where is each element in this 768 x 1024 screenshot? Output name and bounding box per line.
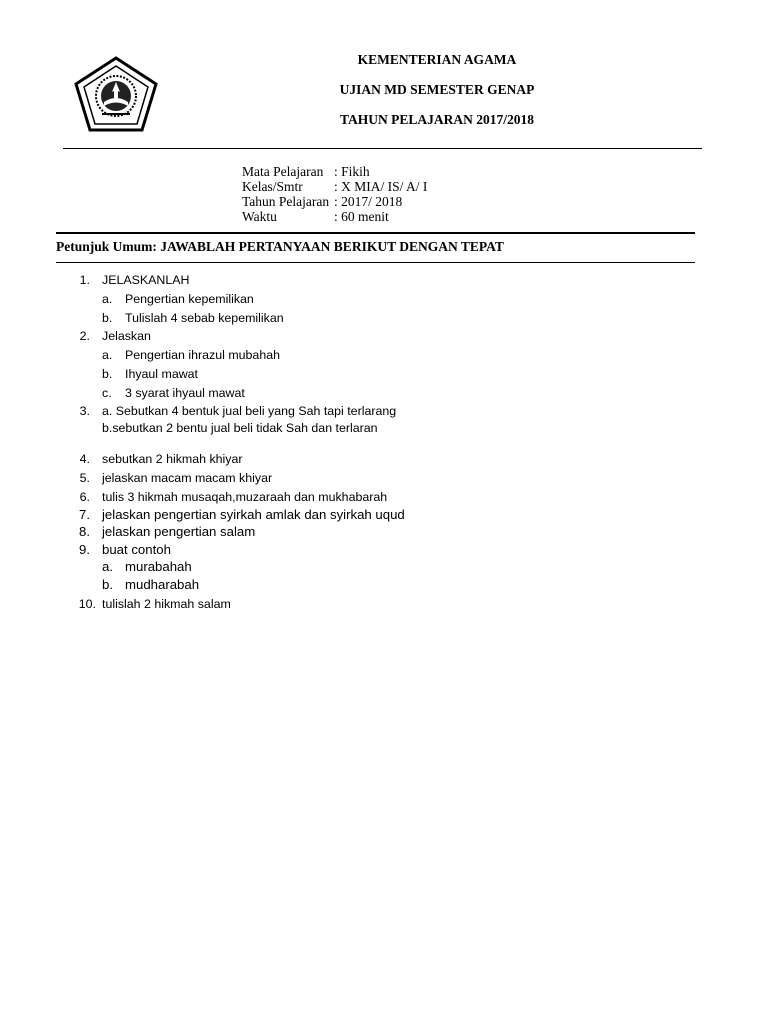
question-number: 7. [79,507,90,522]
info-label: Waktu [242,209,277,224]
divider-middle [56,232,695,234]
question-text: jelaskan pengertian syirkah amlak dan syirkah uqud [102,507,405,522]
question-text: buat contoh [102,542,171,557]
question-text: jelaskan macam macam khiyar [102,471,273,485]
info-label: Kelas/Smtr [242,179,303,194]
sub-text: Pengertian kepemilikan [125,292,254,306]
question-number: 3. [79,404,90,418]
question-text: sebutkan 2 hikmah khiyar [102,452,243,466]
question-number: 8. [79,524,90,539]
exam-info [242,164,427,224]
info-value: : X MIA/ IS/ A/ I [334,179,428,194]
question-number: 10. [78,597,96,611]
question-number: 6. [79,490,90,504]
sub-letter: a. [102,559,113,574]
question-number: 5. [79,471,90,485]
header-school-year: TAHUN PELAJARAN 2017/2018 [339,112,534,127]
sub-letter: c. [102,386,112,400]
question-text: jelaskan pengertian salam [102,524,256,539]
info-row-class [242,179,427,194]
question-number: 9. [79,542,90,557]
sub-text: Ihyaul mawat [125,367,199,381]
sub-text: Pengertian ihrazul mubahah [125,348,280,362]
question-text: a. Sebutkan 4 bentuk jual beli yang Sah tapi terlarang [102,404,397,418]
sub-text: Tulislah 4 sebab kepemilikan [125,311,284,325]
question-text: Jelaskan [102,329,151,343]
question-text: b.sebutkan 2 bentu jual beli tidak Sah dan terlaran [102,421,378,435]
info-row-time [242,209,427,224]
info-value: : 2017/ 2018 [334,194,403,209]
header-ministry: KEMENTERIAN AGAMA [357,52,517,67]
info-value: : 60 menit [334,209,389,224]
sub-text: mudharabah [125,577,200,592]
sub-letter: a. [102,348,113,362]
question-text: JELASKANLAH [102,273,190,287]
info-value: : Fikih [334,164,370,179]
sub-letter: b. [102,367,113,381]
sub-letter: b. [102,577,113,592]
divider-top [63,148,702,149]
header-exam-title: UJIAN MD SEMESTER GENAP [339,82,535,97]
general-instructions: Petunjuk Umum: JAWABLAH PERTANYAAN BERIKUT DENGAN TEPAT [56,239,504,254]
question-number: 4. [79,452,90,466]
sub-text: murabahah [125,559,192,574]
divider-bottom [56,262,695,263]
sub-text: 3 syarat ihyaul mawat [125,386,245,400]
info-label: Tahun Pelajaran [242,194,330,209]
question-number: 2. [79,329,90,343]
sub-letter: a. [102,292,113,306]
info-row-subject [242,164,427,179]
question-number: 1. [79,273,90,287]
info-label: Mata Pelajaran [242,164,324,179]
sub-letter: b. [102,311,113,325]
info-row-year [242,194,427,209]
question-text: tulislah 2 hikmah salam [102,597,231,611]
question-text: tulis 3 hikmah musaqah,muzaraah dan mukhabarah [102,490,388,504]
